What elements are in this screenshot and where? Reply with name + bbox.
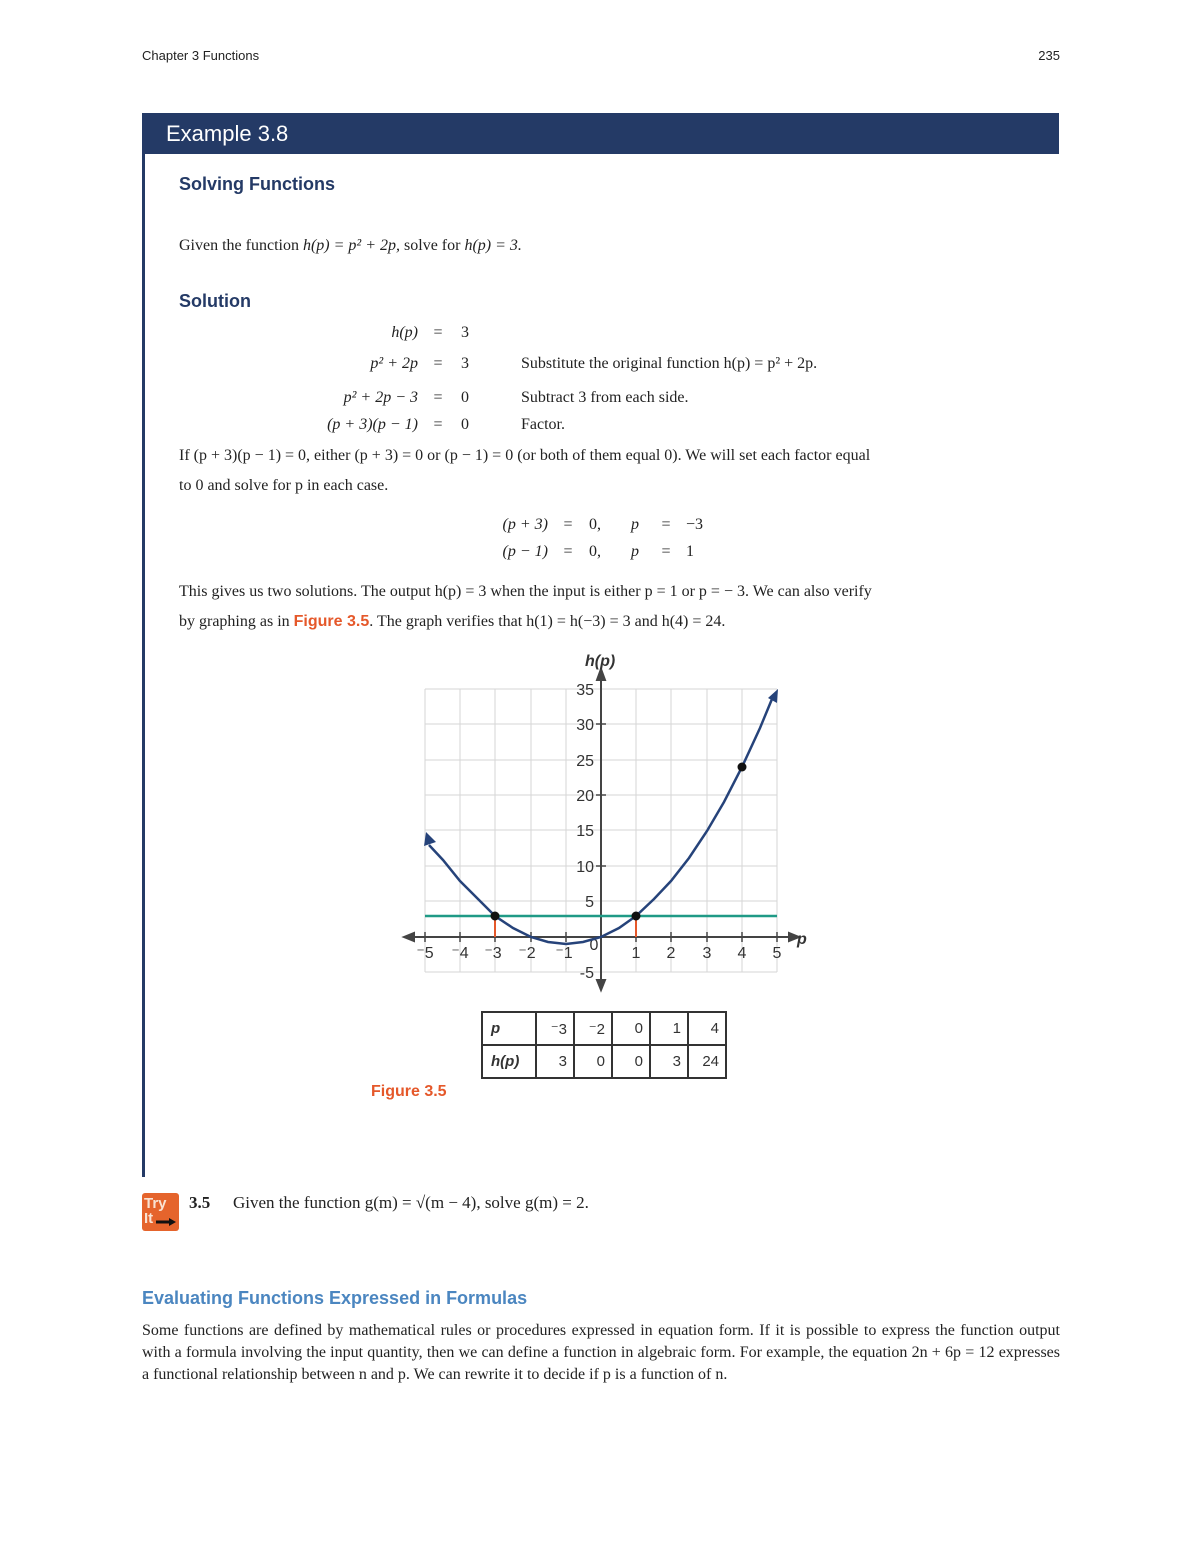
table-cell: 4 xyxy=(688,1012,726,1045)
point-neg3-3 xyxy=(491,912,500,921)
case-value: −3 xyxy=(686,516,704,533)
x-tick: ⁻1 xyxy=(555,945,573,962)
table-cell: 1 xyxy=(650,1012,688,1045)
page-number: 235 xyxy=(1038,48,1060,63)
step-rhs: 0 xyxy=(461,416,469,433)
x-axis-label: p xyxy=(797,931,807,948)
case-var: p xyxy=(631,516,639,533)
x-tick: 5 xyxy=(772,945,782,962)
section-title: Evaluating Functions Expressed in Formulas xyxy=(142,1288,528,1308)
section-body: Some functions are defined by mathematical rules or procedures expressed in equation form. If it is possible to express the function output with a formula involving the input quantity, then we can define a function in algebraic form. For example, the equation 2n + 6p = 12 expresses a functional relationship between n and p. We can rewrite it to decide if p is a function of n. xyxy=(142,1322,1060,1383)
case-op2: = xyxy=(661,516,671,533)
y-axis-label: h(p) xyxy=(585,653,616,670)
y-tick: 5 xyxy=(585,894,594,911)
x-tick: 2 xyxy=(666,945,676,962)
table-cell: 3 xyxy=(650,1045,688,1078)
x-tick: ⁻3 xyxy=(484,945,502,962)
try-it-icon-text: Try It xyxy=(144,1195,167,1227)
text-span: . The graph verifies that h(1) = h(−3) = 3 and h(4) = 24. xyxy=(369,613,726,630)
case-lhs: (p − 1) xyxy=(502,543,548,560)
x-tick: 3 xyxy=(702,945,712,962)
step-lhs: (p + 3)(p − 1) xyxy=(327,416,418,433)
step-op: = xyxy=(433,416,443,433)
arrowhead-left xyxy=(424,832,436,846)
table-cell: 0 xyxy=(612,1045,650,1078)
step-op: = xyxy=(433,324,443,341)
step-rhs: 3 xyxy=(461,355,469,372)
step-rhs: 3 xyxy=(461,324,469,341)
y-tick: 20 xyxy=(576,788,594,805)
case-op2: = xyxy=(661,543,671,560)
table-cell: ⁻2 xyxy=(574,1012,612,1045)
case-op: = xyxy=(563,543,573,560)
x-tick: 1 xyxy=(631,945,641,962)
table-header-p: p xyxy=(482,1012,536,1045)
problem-prefix: Given the function xyxy=(179,237,303,254)
y-tick: 25 xyxy=(576,753,594,770)
table-cell: 0 xyxy=(574,1045,612,1078)
y-tick: 35 xyxy=(576,682,594,699)
case-op: = xyxy=(563,516,573,533)
case-rhs: 0, xyxy=(589,516,601,533)
step-op: = xyxy=(433,389,443,406)
case-value: 1 xyxy=(686,543,694,560)
x-tick: ⁻2 xyxy=(518,945,536,962)
table-header-hp: h(p) xyxy=(482,1045,536,1078)
paragraph-line: to 0 and solve for p in each case. xyxy=(179,477,389,494)
values-table xyxy=(481,1011,727,1079)
solution-heading: Solution xyxy=(179,291,251,311)
running-head: Chapter 3 Functions xyxy=(142,48,260,63)
step-lhs: h(p) xyxy=(391,324,418,341)
step-lhs: p² + 2p xyxy=(370,355,418,372)
try-it-number: 3.5 xyxy=(189,1193,211,1212)
step-note: Subtract 3 from each side. xyxy=(521,389,689,406)
y-tick: 30 xyxy=(576,717,594,734)
case-lhs: (p + 3) xyxy=(502,516,548,533)
y-tick: 10 xyxy=(576,859,594,876)
text-span: by graphing as in xyxy=(179,613,294,630)
problem-function: h(p) = p² + 2p, xyxy=(302,237,401,254)
step-rhs: 0 xyxy=(461,389,469,406)
step-op: = xyxy=(433,355,443,372)
point-1-3 xyxy=(632,912,641,921)
x-tick: 4 xyxy=(737,945,747,962)
point-4-24 xyxy=(738,763,747,772)
table-cell: 0 xyxy=(612,1012,650,1045)
paragraph-line: This gives us two solutions. The output h(p) = 3 when the input is either p = 1 or p = − 3. We can also verify xyxy=(179,583,872,600)
problem-target: h(p) = 3. xyxy=(464,237,522,254)
figure-link[interactable]: Figure 3.5 xyxy=(293,613,370,630)
x-tick: ⁻5 xyxy=(416,945,434,962)
problem-mid: solve for xyxy=(400,237,465,254)
case-rhs: 0, xyxy=(589,543,601,560)
x-tick: 0 xyxy=(589,937,599,954)
step-note: Factor. xyxy=(521,416,565,433)
example-label: Example 3.8 xyxy=(166,121,289,146)
step-note: Substitute the original function h(p) = p² + 2p. xyxy=(521,355,818,372)
y-tick: -5 xyxy=(579,965,594,982)
try-it-icon xyxy=(142,1193,179,1231)
paragraph-line: If (p + 3)(p − 1) = 0, either (p + 3) = 0 or (p − 1) = 0 (or both of them equal 0). We will set each factor equal xyxy=(179,447,871,464)
arrow-right-icon xyxy=(156,1218,176,1226)
x-tick: ⁻4 xyxy=(451,945,469,962)
step-lhs: p² + 2p − 3 xyxy=(343,389,418,406)
table-cell: ⁻3 xyxy=(536,1012,574,1045)
table-cell: 3 xyxy=(536,1045,574,1078)
table-cell: 24 xyxy=(688,1045,726,1078)
y-tick: 15 xyxy=(576,823,594,840)
figure-caption: Figure 3.5 xyxy=(371,1083,447,1100)
x-tick-labels xyxy=(416,937,781,962)
arrowhead-right xyxy=(768,689,778,703)
table-row xyxy=(482,1012,726,1045)
try-it-text: Given the function g(m) = √(m − 4), solve g(m) = 2. xyxy=(233,1193,589,1212)
case-var: p xyxy=(631,543,639,560)
example-title: Solving Functions xyxy=(179,174,335,194)
table-row xyxy=(482,1045,726,1078)
